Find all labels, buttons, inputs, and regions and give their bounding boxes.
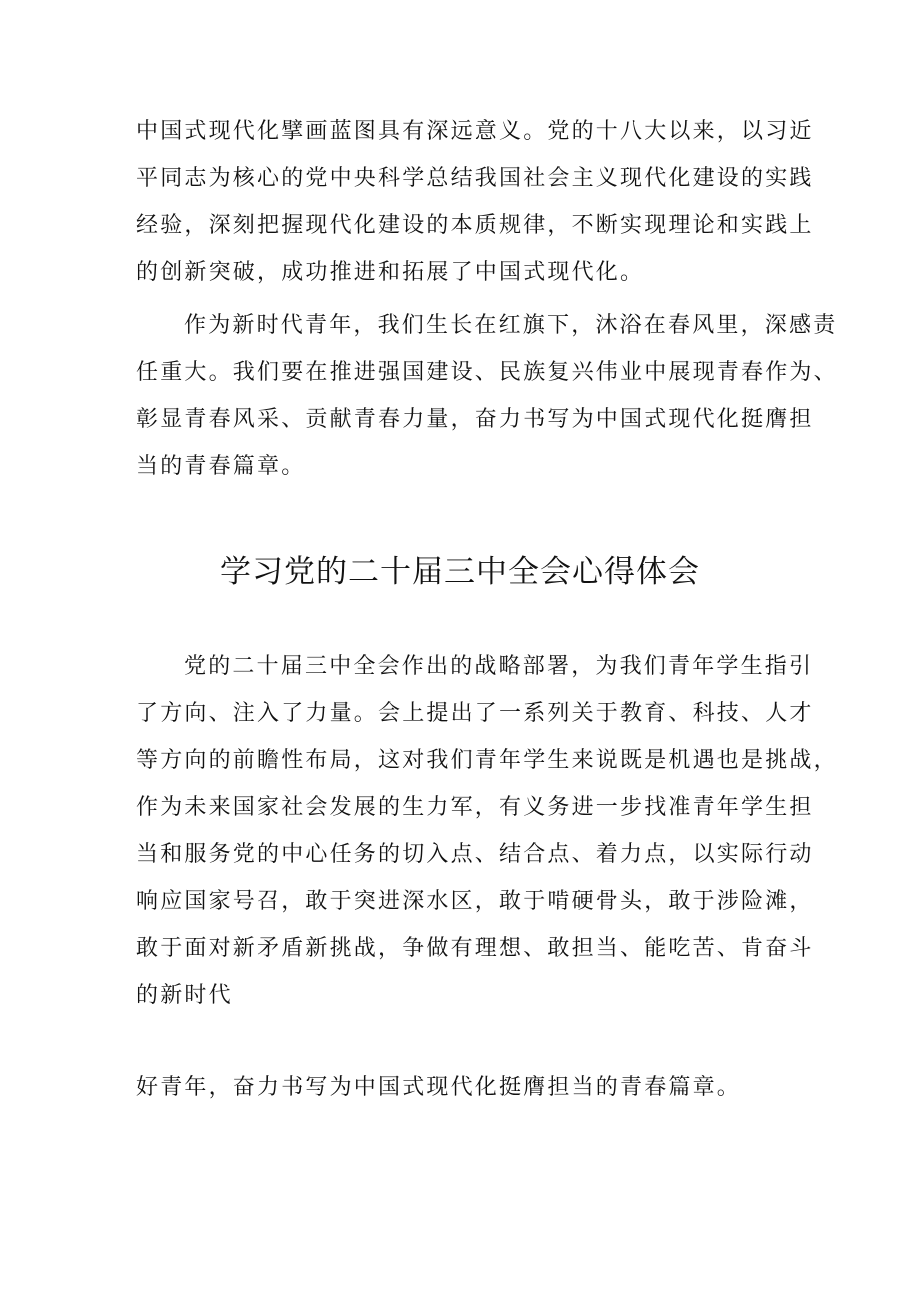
- paragraph-2-line-3: 彰显青春风采、贡献青春力量，奋力书写为中国式现代化挺膺担: [136, 407, 814, 432]
- paragraph-2-line-4: 当的青春篇章。: [136, 454, 306, 479]
- paragraph-3-line-7: 敢于面对新矛盾新挑战，争做有理想、敢担当、能吃苦、肯奋斗: [136, 936, 814, 961]
- paragraph-1-line-2: 平同志为核心的党中央科学总结我国社会主义现代化建设的实践: [136, 166, 814, 191]
- section-title: 学习党的二十届三中全会心得体会: [220, 554, 700, 590]
- paragraph-3-line-1: 党的二十届三中全会作出的战略部署，为我们青年学生指引: [184, 654, 814, 679]
- paragraph-3-line-8: 的新时代: [136, 983, 233, 1008]
- paragraph-3-line-3: 等方向的前瞻性布局，这对我们青年学生来说既是机遇也是挑战，: [136, 748, 838, 773]
- paragraph-3-line-4: 作为未来国家社会发展的生力军，有义务进一步找准青年学生担: [136, 795, 814, 820]
- paragraph-3-line-2: 了方向、注入了力量。会上提出了一系列关于教育、科技、人才: [136, 701, 814, 726]
- paragraph-1-line-1: 中国式现代化擘画蓝图具有深远意义。党的十八大以来，以习近: [136, 119, 814, 144]
- paragraph-4-line-1: 好青年，奋力书写为中国式现代化挺膺担当的青春篇章。: [136, 1075, 742, 1100]
- paragraph-2-line-2: 任重大。我们要在推进强国建设、民族复兴伟业中展现青春作为、: [136, 360, 838, 385]
- paragraph-2-line-1: 作为新时代青年，我们生长在红旗下，沐浴在春风里，深感责: [184, 313, 838, 338]
- paragraph-3-line-5: 当和服务党的中心任务的切入点、结合点、着力点，以实际行动: [136, 842, 814, 867]
- paragraph-1-line-3: 经验，深刻把握现代化建设的本质规律，不断实现理论和实践上: [136, 213, 814, 238]
- paragraph-1-line-4: 的创新突破，成功推进和拓展了中国式现代化。: [136, 260, 645, 285]
- paragraph-3-line-6: 响应国家号召，敢于突进深水区，敢于啃硬骨头，敢于涉险滩，: [136, 889, 814, 914]
